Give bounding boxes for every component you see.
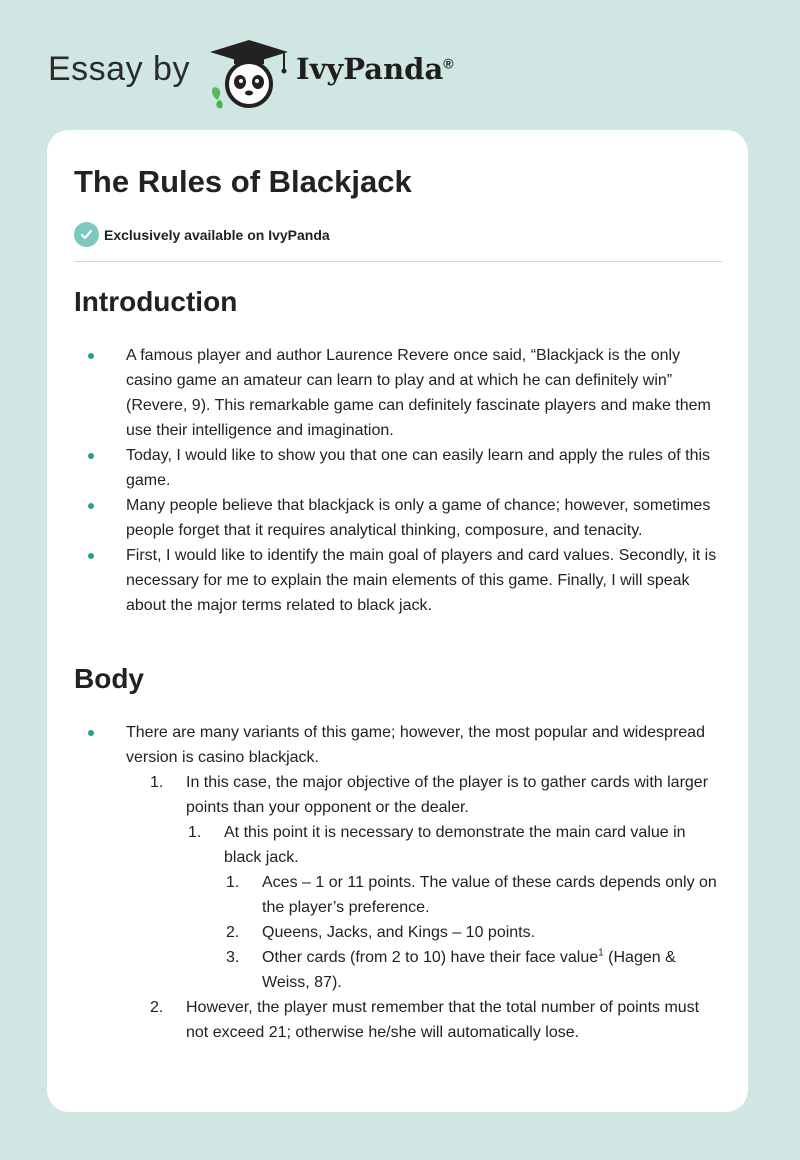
list-item: A famous player and author Laurence Revere once said, “Blackjack is the only casino game an amateur can learn to play and at which he can definitely win” (Revere, 9). This remarkable game can definitely fascinate players and make them use their intelligence and imagination. [74, 343, 724, 443]
item-text-before: Other cards (from 2 to 10) have their face value [262, 949, 599, 966]
divider [74, 261, 722, 262]
item-number: 1. [226, 874, 240, 891]
ordered-item [210, 920, 724, 945]
badge-text: Exclusively available on IvyPanda [104, 226, 330, 243]
list-item-text: There are many variants of this game; however, the most popular and widespread version is casino blackjack. [126, 724, 705, 766]
panda-logo[interactable] [204, 36, 294, 112]
exclusive-badge [74, 222, 330, 247]
intro-list [74, 343, 724, 618]
essay-card [47, 130, 748, 1112]
item-text: However, the player must remember that the total number of points must not exceed 21; otherwise he/she will automatically lose. [186, 999, 700, 1041]
ordered-item [210, 945, 724, 995]
footnote-ref[interactable]: 1 [598, 947, 604, 959]
heading-introduction: Introduction [74, 286, 238, 317]
ordered-item [134, 995, 724, 1045]
brand-name[interactable]: IvyPanda® [296, 52, 454, 86]
heading-body: Body [74, 663, 144, 694]
check-icon [74, 222, 99, 247]
item-text: In this case, the major objective of the player is to gather cards with larger points than your opponent or the dealer. [186, 774, 709, 816]
list-item: Many people believe that blackjack is only a game of chance; however, sometimes people forget that it requires analytical thinking, composure, and tenacity. [74, 493, 724, 543]
ordered-item [134, 770, 724, 995]
ordered-item [210, 870, 724, 920]
item-number: 1. [188, 824, 202, 841]
ordered-list-level-1 [134, 770, 724, 1045]
body-list [74, 720, 724, 1045]
item-number: 3. [226, 949, 240, 966]
item-number: 2. [150, 999, 164, 1016]
list-item [74, 720, 724, 1045]
item-text: At this point it is necessary to demonstrate the main card value in black jack. [224, 824, 686, 866]
item-text: Queens, Jacks, and Kings – 10 points. [262, 924, 536, 941]
item-text-after: (Hagen & Weiss, 87). [262, 949, 676, 991]
ordered-list-level-2 [172, 820, 724, 995]
list-item: First, I would like to identify the main goal of players and card values. Secondly, it is necessary for me to explain the main elements of this game. Finally, I will speak about the major terms related to black jack. [74, 543, 724, 618]
panda-logo-icon [204, 36, 294, 112]
site-header [48, 36, 748, 116]
ordered-list-level-3 [210, 870, 724, 995]
list-item: Today, I would like to show you that one can easily learn and apply the rules of this game. [74, 443, 724, 493]
item-number: 1. [150, 774, 164, 791]
item-text: Aces – 1 or 11 points. The value of these cards depends only on the player’s preference. [262, 874, 717, 916]
ordered-item [172, 820, 724, 995]
essay-by-label: Essay by [48, 50, 190, 88]
page-title: The Rules of Blackjack [74, 164, 412, 199]
item-number: 2. [226, 924, 240, 941]
